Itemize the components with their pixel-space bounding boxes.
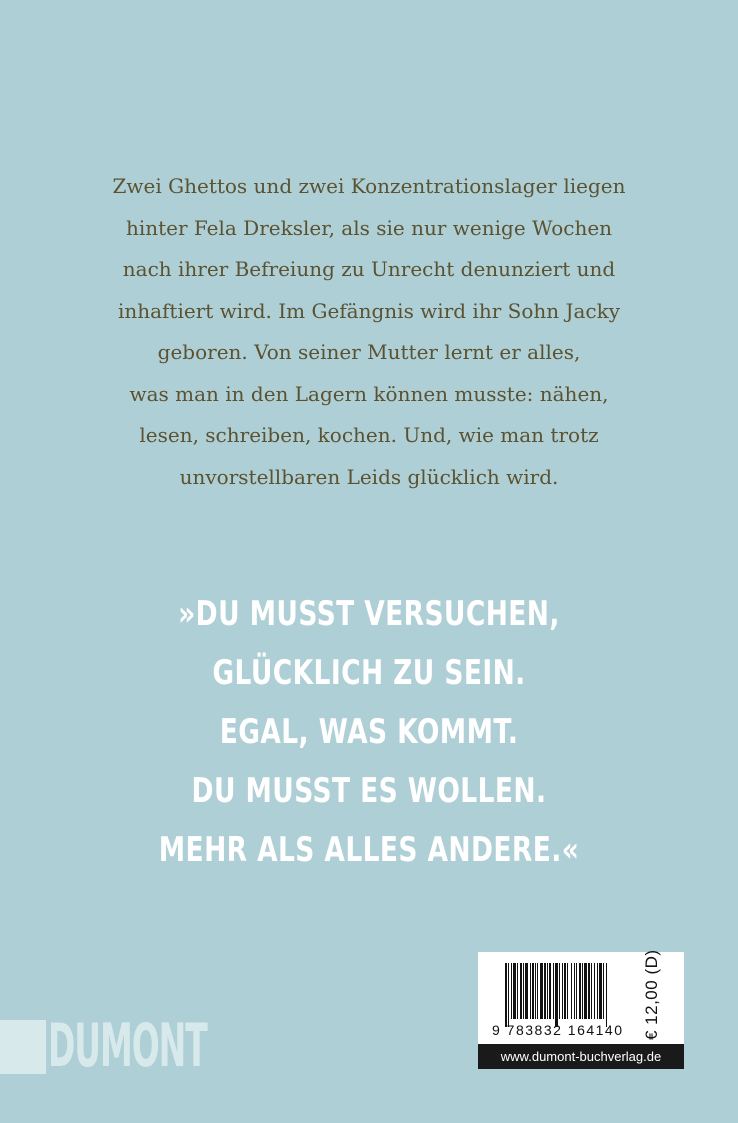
publisher-logo-bar [0, 1020, 46, 1074]
barcode-icon [505, 963, 641, 1027]
blurb-line: lesen, schreiben, kochen. Und, wie man trotz [139, 423, 599, 447]
blurb-line: inhaftiert wird. Im Gefängnis wird ihr Sohn Jacky [117, 298, 621, 323]
publisher-logo: DUMONT [48, 1011, 207, 1081]
blurb-line: hinter Fela Dreksler, als sie nur wenige Wochen [125, 215, 613, 240]
quote-line: DU MUSST ES WOLLEN. [191, 771, 547, 811]
barcode-label [478, 949, 684, 1044]
blurb-line: Zwei Ghettos und zwei Konzentrationslager liegen [112, 174, 626, 198]
quote-line: GLÜCKLICH ZU SEIN. [212, 653, 526, 693]
pull-quote [81, 585, 657, 880]
price-label: € 12,00 (D) [642, 949, 661, 1040]
quote-line: EGAL, WAS KOMMT. [219, 712, 519, 752]
quote-line: MEHR ALS ALLES ANDERE.« [158, 830, 580, 870]
blurb-line: was man in den Lagern können musste: nähen, [129, 381, 609, 406]
blurb-line: unvorstellbaren Leids glücklich wird. [179, 464, 559, 489]
blurb-line: nach ihrer Befreiung zu Unrecht denunziert und [122, 257, 616, 281]
blurb-line: geboren. Von seiner Mutter lernt er alles, [157, 340, 581, 364]
blurb-text [100, 166, 638, 498]
isbn-number: 9 783832 164140 [492, 1022, 624, 1038]
publisher-url: www.dumont-buchverlag.de [478, 1044, 684, 1069]
quote-line: »DU MUSST VERSUCHEN, [178, 594, 560, 634]
